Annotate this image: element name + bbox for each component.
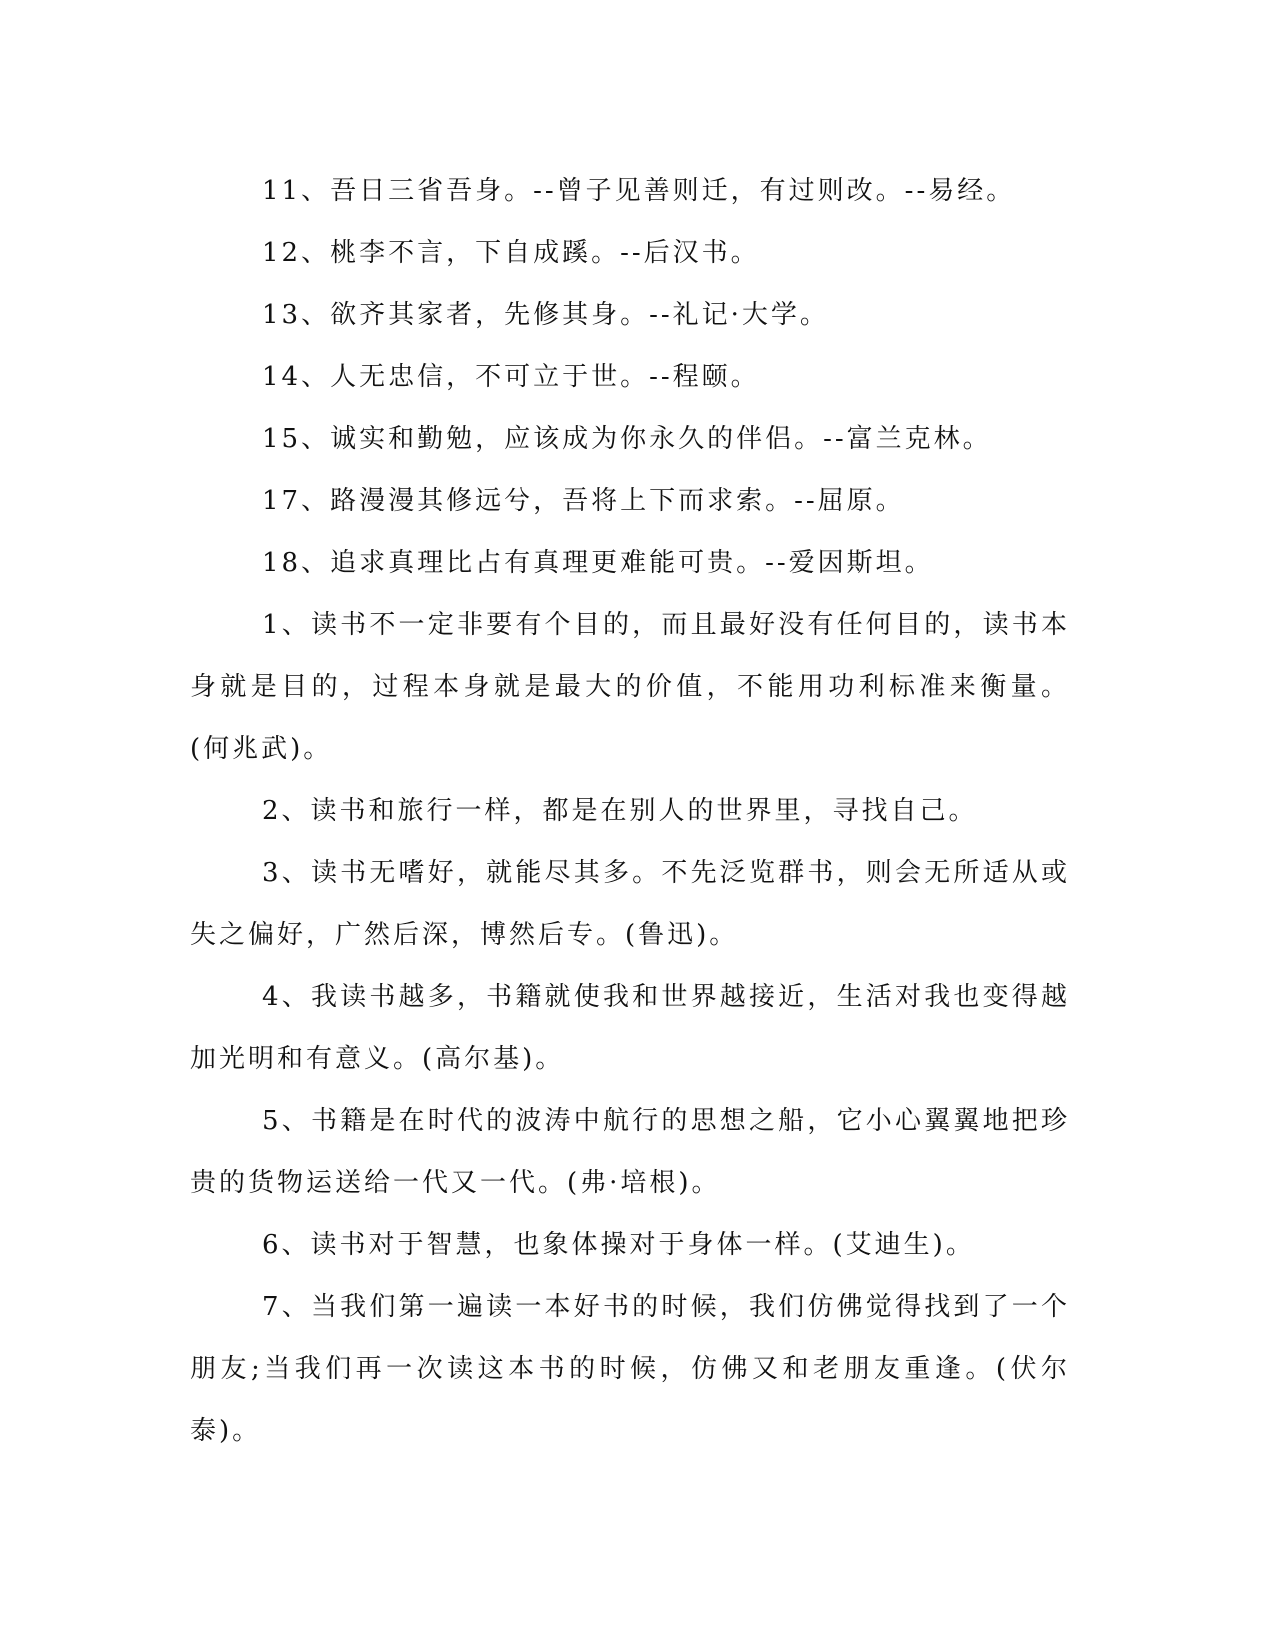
reading-quote-paragraph: 4、我读书越多，书籍就使我和世界越接近，生活对我也变得越加光明和有意义。(高尔基)。	[190, 982, 1070, 1074]
reading-quote-paragraph: 3、读书无嗜好，就能尽其多。不先泛览群书，则会无所适从或失之偏好，广然后深，博然后专。(鲁迅)。	[190, 858, 1070, 950]
quote-line: 15、诚实和勤勉，应该成为你永久的伴侣。--富兰克林。	[262, 424, 992, 454]
reading-quote-paragraph: 1、读书不一定非要有个目的，而且最好没有任何目的，读书本身就是目的，过程本身就是最大的价值，不能用功利标准来衡量。(何兆武)。	[190, 610, 1070, 764]
quote-line: 14、人无忠信，不可立于世。--程颐。	[262, 362, 760, 392]
reading-quote-paragraph: 7、当我们第一遍读一本好书的时候，我们仿佛觉得找到了一个朋友;当我们再一次读这本书的时候，仿佛又和老朋友重逢。(伏尔泰)。	[190, 1292, 1070, 1446]
quote-line: 11、吾日三省吾身。--曾子见善则迁，有过则改。--易经。	[262, 176, 1016, 206]
quote-line: 12、桃李不言，下自成蹊。--后汉书。	[262, 238, 760, 268]
reading-quote-paragraph: 6、读书对于智慧，也象体操对于身体一样。(艾迪生)。	[262, 1230, 975, 1260]
quote-line: 17、路漫漫其修远兮，吾将上下而求索。--屈原。	[262, 486, 905, 516]
quote-line: 18、追求真理比占有真理更难能可贵。--爱因斯坦。	[262, 548, 934, 578]
reading-quote-paragraph: 2、读书和旅行一样，都是在别人的世界里，寻找自己。	[262, 796, 978, 826]
reading-quote-paragraph: 5、书籍是在时代的波涛中航行的思想之船，它小心翼翼地把珍贵的货物运送给一代又一代。(弗·培根)。	[190, 1106, 1070, 1198]
quote-line: 13、欲齐其家者，先修其身。--礼记·大学。	[262, 300, 829, 330]
document-body	[190, 160, 1070, 1462]
